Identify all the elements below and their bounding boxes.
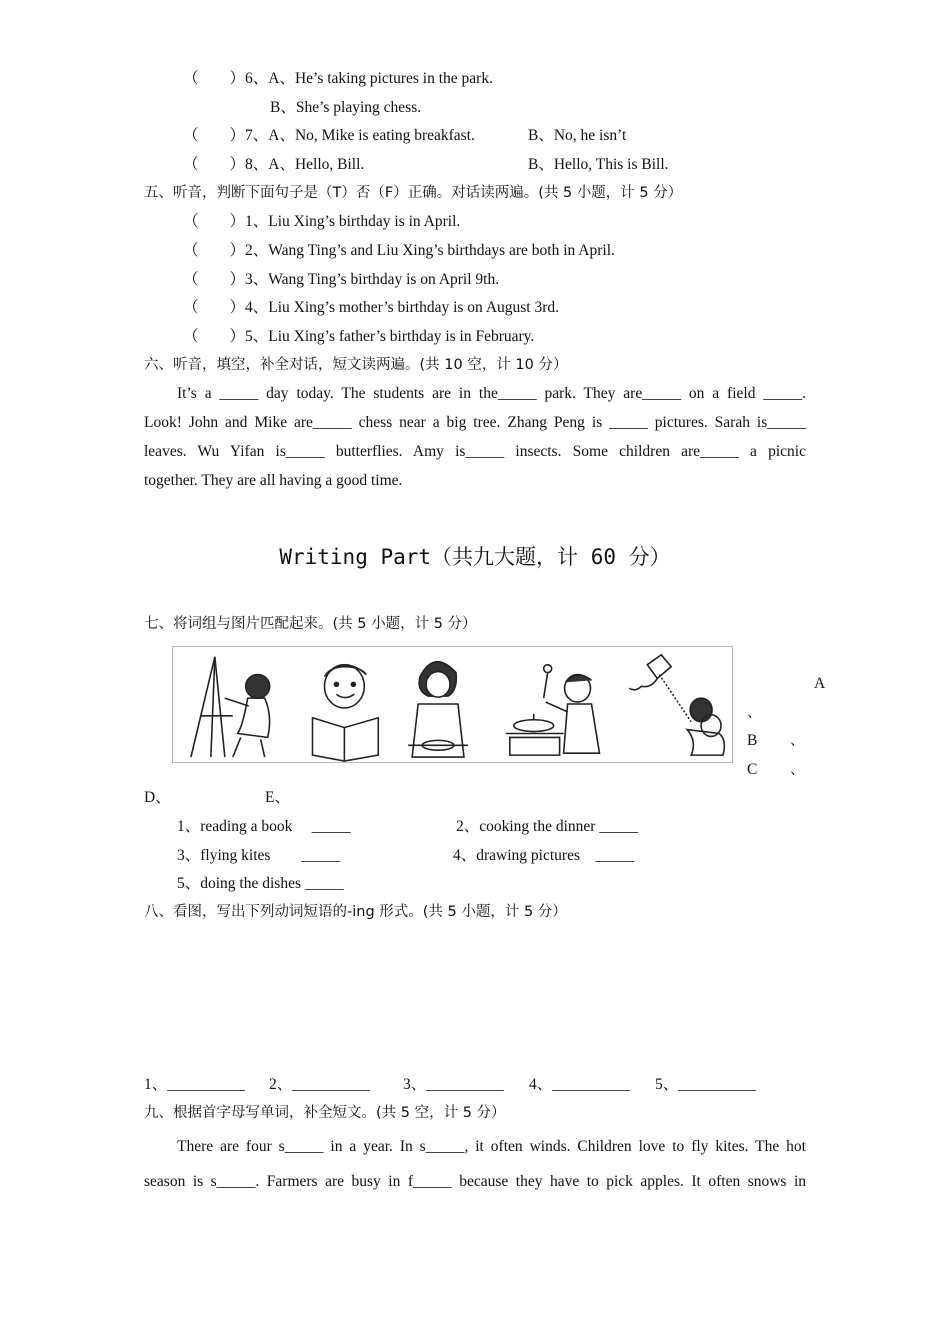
- match-item-2: 2、cooking the dinner _____: [456, 818, 639, 835]
- label-separator-3: 、: [790, 762, 805, 778]
- dishes-picture: [408, 662, 468, 757]
- section-9-heading: 九、根据首字母写单词，补全短文。(共 5 空，计 5 分）: [144, 1105, 506, 1121]
- question-6-option-b: B、She’s playing chess.: [270, 99, 422, 116]
- match-item-1: 1、reading a book _____: [177, 818, 351, 835]
- section-9-line-1: There are four s_____ in a year. In s_____, it often winds. Children love to fly kites. The hot: [177, 1138, 806, 1155]
- label-d: D、: [144, 789, 171, 806]
- section-6-heading: 六、听音，填空，补全对话，短文读两遍。(共 10 空，计 10 分）: [144, 357, 568, 373]
- section-5-item-3: （ ）3、Wang Ting’s birthday is on April 9th.: [183, 271, 500, 288]
- section-9-line-2: season is s_____. Farmers are busy in f_____ because they have to pick apples. It often snows in: [144, 1173, 806, 1190]
- section-5-item-1: （ ）1、Liu Xing’s birthday is in April.: [183, 213, 461, 230]
- ing-blank-5: 5、__________: [655, 1076, 756, 1093]
- cooking-picture: [506, 665, 600, 755]
- section-5-item-4: （ ）4、Liu Xing’s mother’s birthday is on August 3rd.: [183, 299, 560, 316]
- activity-pictures: [172, 646, 733, 763]
- question-8-option-b: B、Hello, This is Bill.: [528, 156, 669, 173]
- match-item-3: 3、flying kites _____: [177, 847, 341, 864]
- question-8-option-a: （ ）8、A、Hello, Bill.: [183, 156, 365, 173]
- question-6-option-a: （ ）6、A、He’s taking pictures in the park.: [183, 70, 493, 87]
- section-6-line-4: together. They are all having a good time.: [144, 472, 403, 489]
- label-c: C: [747, 761, 758, 778]
- ing-blank-1: 1、__________: [144, 1076, 245, 1093]
- section-6-line-2: Look! John and Mike are_____ chess near a big tree. Zhang Peng is _____ pictures. Sarah is_____: [144, 414, 806, 431]
- match-item-4: 4、drawing pictures _____: [453, 847, 635, 864]
- label-a: A: [814, 675, 826, 692]
- reading-picture: [313, 665, 379, 761]
- section-5-item-5: （ ）5、Liu Xing’s father’s birthday is in February.: [183, 328, 535, 345]
- drawing-picture: [191, 657, 270, 757]
- question-7-option-b: B、No, he isn’t: [528, 127, 627, 144]
- ing-blank-2: 2、__________: [269, 1076, 370, 1093]
- kites-picture: [629, 655, 724, 755]
- section-5-heading: 五、听音，判断下面句子是（T）否（F）正确。对话读两遍。(共 5 小题，计 5 分）: [144, 185, 683, 201]
- section-6-line-1: It’s a _____ day today. The students are in the_____ park. They are_____ on a field _____.: [177, 385, 806, 402]
- section-6-line-3: leaves. Wu Yifan is_____ butterflies. Amy is_____ insects. Some children are_____ a picnic: [144, 443, 806, 460]
- section-7-heading: 七、将词组与图片匹配起来。(共 5 小题，计 5 分）: [144, 616, 477, 632]
- label-separator-2: 、: [790, 733, 805, 749]
- label-e: E、: [265, 789, 290, 806]
- section-8-heading: 八、看图，写出下列动词短语的-ing 形式。(共 5 小题，计 5 分）: [144, 904, 567, 920]
- label-b: B: [747, 732, 758, 749]
- writing-part-title: Writing Part（共九大题，计 60 分）: [279, 545, 671, 569]
- match-item-5: 5、doing the dishes _____: [177, 875, 344, 892]
- ing-blank-3: 3、__________: [403, 1076, 504, 1093]
- ing-blank-4: 4、__________: [529, 1076, 630, 1093]
- label-separator-1: 、: [747, 705, 762, 721]
- question-7-option-a: （ ）7、A、No, Mike is eating breakfast.: [183, 127, 475, 144]
- section-5-item-2: （ ）2、Wang Ting’s and Liu Xing’s birthdays are both in April.: [183, 242, 615, 259]
